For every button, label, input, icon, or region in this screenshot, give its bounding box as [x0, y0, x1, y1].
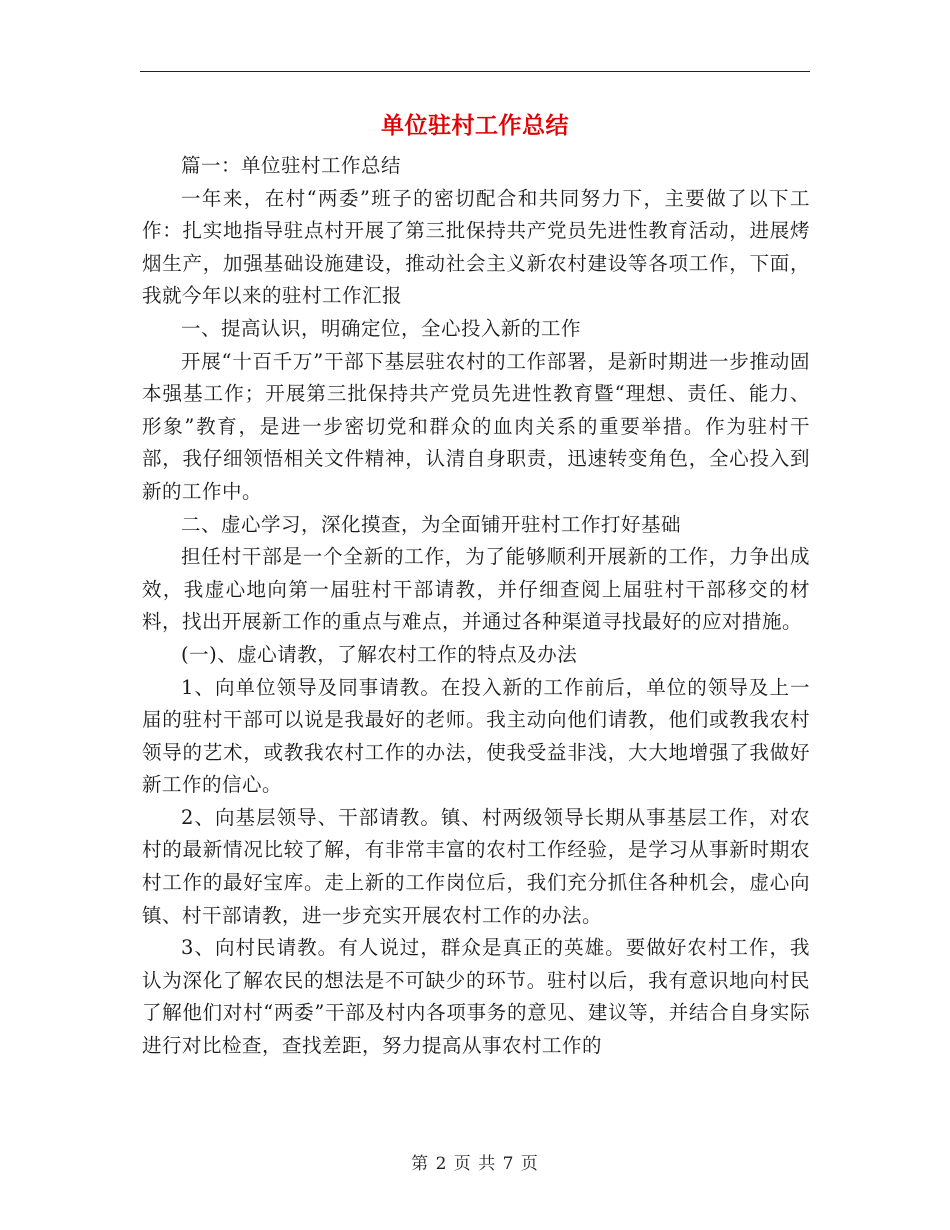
paragraph: 开展“十百千万”干部下基层驻农村的工作部署，是新时期进一步推动固本强基工作；开展第三批保持共产党员先进性教育暨“理想、责任、能力、形象”教育，是进一步密切党和群众的血肉关系的重要举措。作为驻村干部，我仔细领悟相关文件精神，认清自身职责，迅速转变角色，全心投入到新的工作中。 [142, 349, 810, 503]
paragraph-heading: 篇一：单位驻村工作总结 [181, 154, 402, 177]
section-heading: 二、虚心学习，深化摸查，为全面铺开驻村工作打好基础 [181, 512, 682, 536]
header-rule [140, 71, 810, 72]
document-body [142, 150, 810, 1063]
paragraph: 1、向单位领导及同事请教。在投入新的工作前后，单位的领导及上一届的驻村干部可以说是我最好的老师。我主动向他们请教，他们或教我农村领导的艺术，或教我农村工作的办法，使我受益非浅，大大地增强了我做好新工作的信心。 [142, 675, 810, 797]
page-number: 第 2 页 共 7 页 [411, 1154, 539, 1174]
paragraph: 3、向村民请教。有人说过，群众是真正的英雄。要做好农村工作，我认为深化了解农民的想法是不可缺少的环节。驻村以后，我有意识地向村民了解他们对村“两委”干部及村内各项事务的意见、建议等，并结合自身实际进行对比检查，查找差距，努力提高从事农村工作的 [142, 936, 810, 1058]
document-title: 单位驻村工作总结 [381, 113, 569, 139]
paragraph: 一年来，在村“两委”班子的密切配合和共同努力下，主要做了以下工作：扎实地指导驻点村开展了第三批保持共产党员先进性教育活动，进展烤烟生产，加强基础设施建设，推动社会主义新农村建设等各项工作，下面，我就今年以来的驻村工作汇报 [142, 186, 810, 308]
subsection-heading: (一)、虚心请教，了解农村工作的特点及办法 [181, 642, 578, 666]
section-heading: 一、提高认识，明确定位，全心投入新的工作 [181, 316, 582, 340]
paragraph: 2、向基层领导、干部请教。镇、村两级领导长期从事基层工作，对农村的最新情况比较了解，有非常丰富的农村工作经验，是学习从事新时期农村工作的最好宝库。走上新的工作岗位后，我们充分抓住各种机会，虚心向镇、村干部请教，进一步充实开展农村工作的办法。 [142, 805, 810, 927]
paragraph: 担任村干部是一个全新的工作，为了能够顺利开展新的工作，力争出成效，我虚心地向第一届驻村干部请教，并仔细查阅上届驻村干部移交的材料，找出开展新工作的重点与难点，并通过各种渠道寻找最好的应对措施。 [142, 545, 810, 634]
